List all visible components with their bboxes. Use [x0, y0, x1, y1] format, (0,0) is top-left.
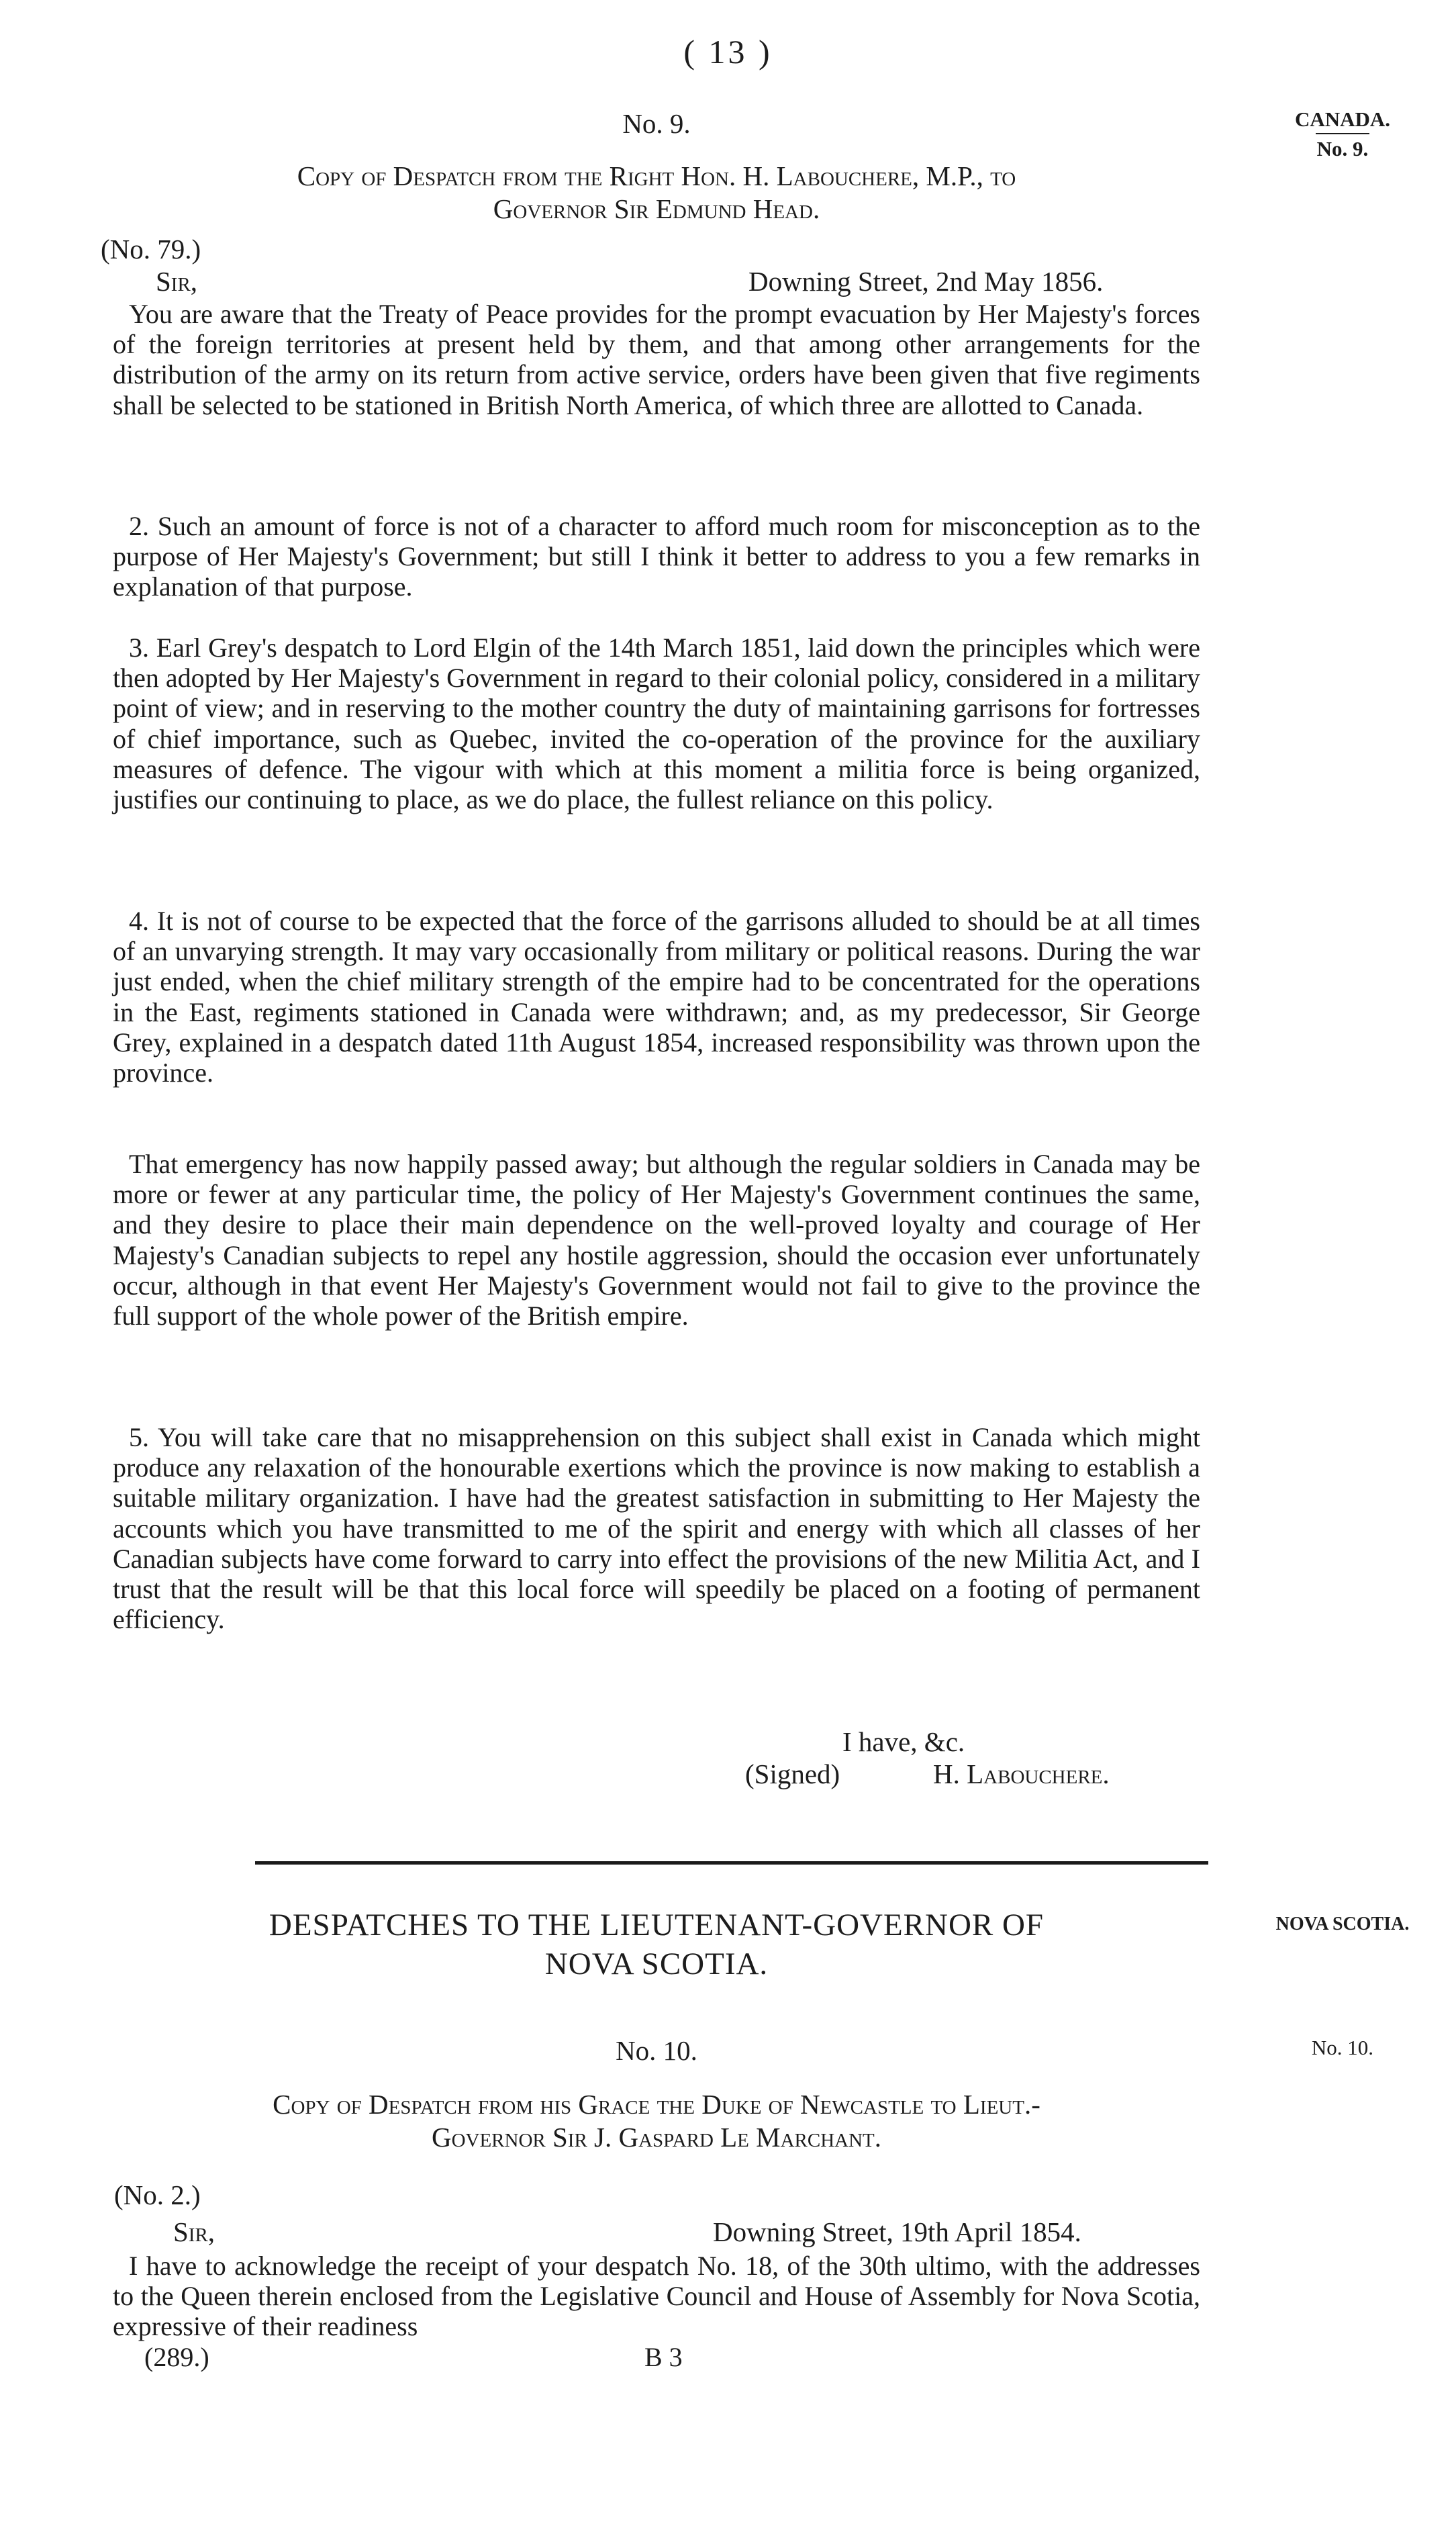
page-number: ( 13 )	[683, 33, 773, 71]
body-paragraph: 5. You will take care that no misapprehension on this subject shall exist in Canada which might produce any relaxation of the honourable exertions which the province is now making to establish a suitable military organization. I have had the greatest satisfaction in submitting to Her Majesty the accounts which you have transmitted to me of the spirit and energy with which all classes of her Canadian subjects have come forward to carry into effect the provisions of the new Militia Act, and I trust that the result will be that this local force will speedily be placed on a footing of permanent efficiency.	[113, 1422, 1200, 1635]
place-date: Downing Street, 19th April 1854.	[713, 2216, 1081, 2247]
despatch-heading-line-1: Copy of Despatch from the Right Hon. H. Labouchere, M.P., to	[297, 160, 1016, 191]
signed-label: (Signed)	[745, 1758, 840, 1789]
body-paragraph: 4. It is not of course to be expected that the force of the garrisons alluded to should be at all times of an unvarying strength. It may vary occasionally from military or political reasons. During the war just ended, when the chief military strength of the empire had to be concentrated for the operations in the East, regiments stationed in Canada were withdrawn; and, as my predecessor, Sir George Grey, explained in a despatch dated 11th August 1854, increased responsibility was thrown upon the province.	[113, 906, 1200, 1088]
signatory-name: H. Labouchere.	[933, 1758, 1110, 1789]
margin-region-canada: CANADA.	[1294, 107, 1391, 131]
despatch-body	[113, 2251, 1200, 2342]
margin-despatch-number: No. 10.	[1311, 2036, 1374, 2059]
despatch-reference: (No. 2.)	[114, 2179, 201, 2210]
despatch-heading-line-2: Governor Sir Edmund Head.	[493, 193, 820, 224]
despatch-body	[113, 299, 1200, 1695]
salutation: Sir,	[173, 2216, 215, 2247]
section-divider	[255, 1861, 1208, 1865]
despatch-heading-line-2: Governor Sir J. Gaspard Le Marchant.	[431, 2122, 882, 2153]
margin-region-label	[1262, 107, 1423, 161]
place-date: Downing Street, 2nd May 1856.	[748, 266, 1104, 297]
section-heading	[113, 1906, 1200, 1983]
section-heading-line-2: NOVA SCOTIA.	[544, 1946, 769, 1981]
margin-despatch-number: No. 9.	[1316, 137, 1369, 160]
despatch-heading	[113, 2088, 1200, 2154]
signature-mark: B 3	[644, 2342, 683, 2372]
despatch-heading	[113, 160, 1200, 226]
despatch-number: No. 10.	[616, 2035, 697, 2066]
despatch-heading-line-1: Copy of Despatch from his Grace the Duke of Newcastle to Lieut.-	[273, 2089, 1040, 2120]
body-paragraph: I have to acknowledge the receipt of your despatch No. 18, of the 30th ultimo, with the addresses to the Queen therein enclosed from the Legislative Council and House of Assembly for Nova Scotia, expressive of their readiness	[113, 2251, 1200, 2342]
body-paragraph: You are aware that the Treaty of Peace provides for the prompt evacuation by Her Majesty's forces of the foreign territories at present held by them, and that among other arrangements for the distribution of the army on its return from active service, orders have been given that five regiments shall be selected to be stationed in British North America, of which three are allotted to Canada.	[113, 299, 1200, 420]
margin-divider	[1316, 133, 1369, 134]
despatch-reference: (No. 79.)	[101, 234, 201, 265]
footer-code: (289.)	[144, 2342, 209, 2372]
salutation: Sir,	[156, 266, 198, 297]
closing: I have, &c.	[842, 1726, 965, 1757]
body-paragraph: 3. Earl Grey's despatch to Lord Elgin of the 14th March 1851, laid down the principles which were then adopted by Her Majesty's Government in regard to their colonial policy, considered in a military point of view; and in reserving to the mother country the duty of maintaining garrisons for fortresses of chief importance, such as Quebec, invited the co-operation of the province for the auxiliary measures of defence. The vigour with which at this moment a militia force is being organized, justifies our continuing to place, as we do place, the fullest reliance on this policy.	[113, 632, 1200, 815]
section-heading-line-1: DESPATCHES TO THE LIEUTENANT-GOVERNOR OF	[269, 1908, 1045, 1942]
body-paragraph: 2. Such an amount of force is not of a character to afford much room for misconception as to the purpose of Her Majesty's Government; but still I think it better to address to you a few remarks in explanation of that purpose.	[113, 511, 1200, 602]
margin-region-nova-scotia: NOVA SCOTIA.	[1275, 1914, 1410, 1934]
body-paragraph: That emergency has now happily passed away; but although the regular soldiers in Canada may be more or fewer at any particular time, the policy of Her Majesty's Government continues the same, and they desire to place their main dependence on the well-proved loyalty and courage of Her Majesty's Canadian subjects to repel any hostile aggression, should the occasion ever unfortunately occur, although in that event Her Majesty's Government would not fail to give to the province the full support of the whole power of the British empire.	[113, 1149, 1200, 1331]
despatch-number: No. 9.	[622, 108, 691, 139]
